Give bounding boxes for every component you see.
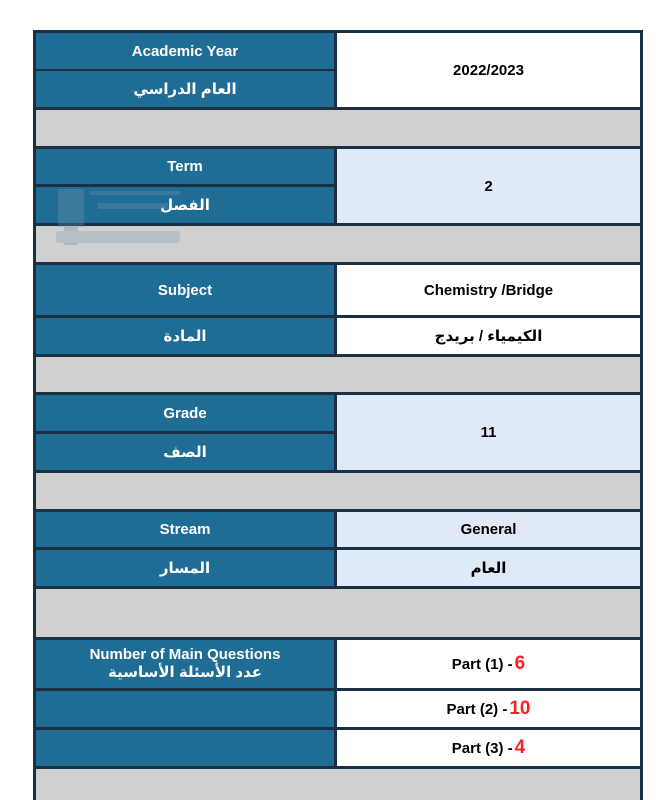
subject-value-en: Chemistry /Bridge	[337, 265, 640, 315]
academic-year-label-en: Academic Year	[36, 33, 334, 69]
part-3-label: Part (3) -	[451, 739, 513, 757]
empty-cell	[36, 730, 334, 766]
spacer-row	[36, 589, 640, 637]
empty-cell	[36, 691, 334, 727]
part-1-label: Part (1) -	[451, 655, 513, 673]
part-2-count: 10	[509, 698, 531, 719]
spacer-row	[36, 473, 640, 509]
stream-value-en: General	[337, 512, 640, 547]
questions-label-en: Number of Main Questions	[89, 646, 281, 663]
term-label-en: Term	[36, 149, 334, 184]
stream-value-ar: العام	[337, 550, 640, 586]
academic-year-label-ar: العام الدراسي	[36, 71, 334, 107]
part-3-count: 4	[514, 737, 526, 758]
part-1-row	[337, 640, 640, 688]
academic-year-value: 2022/2023	[337, 33, 640, 107]
subject-label-ar: المادة	[36, 318, 334, 354]
grade-value: 11	[337, 395, 640, 470]
questions-label-ar: عدد الأسئلة الأساسية	[107, 664, 262, 681]
term-value: 2	[337, 149, 640, 223]
part-1-count: 6	[514, 653, 526, 674]
spacer-row	[36, 110, 640, 146]
stream-label-en: Stream	[36, 512, 334, 547]
grade-label-ar: الصف	[36, 434, 334, 470]
spacer-row	[36, 769, 640, 800]
part-2-row	[337, 691, 640, 727]
questions-label	[36, 640, 334, 688]
part-3-row	[337, 730, 640, 766]
spacer-row	[36, 357, 640, 392]
grade-label-en: Grade	[36, 395, 334, 431]
part-2-label: Part (2) -	[446, 700, 508, 718]
subject-value-ar: الكيمياء / بريدج	[337, 318, 640, 354]
spacer-row	[36, 226, 640, 262]
term-label-ar: الفصل	[36, 187, 334, 223]
subject-label-en: Subject	[36, 265, 334, 315]
stream-label-ar: المسار	[36, 550, 334, 586]
